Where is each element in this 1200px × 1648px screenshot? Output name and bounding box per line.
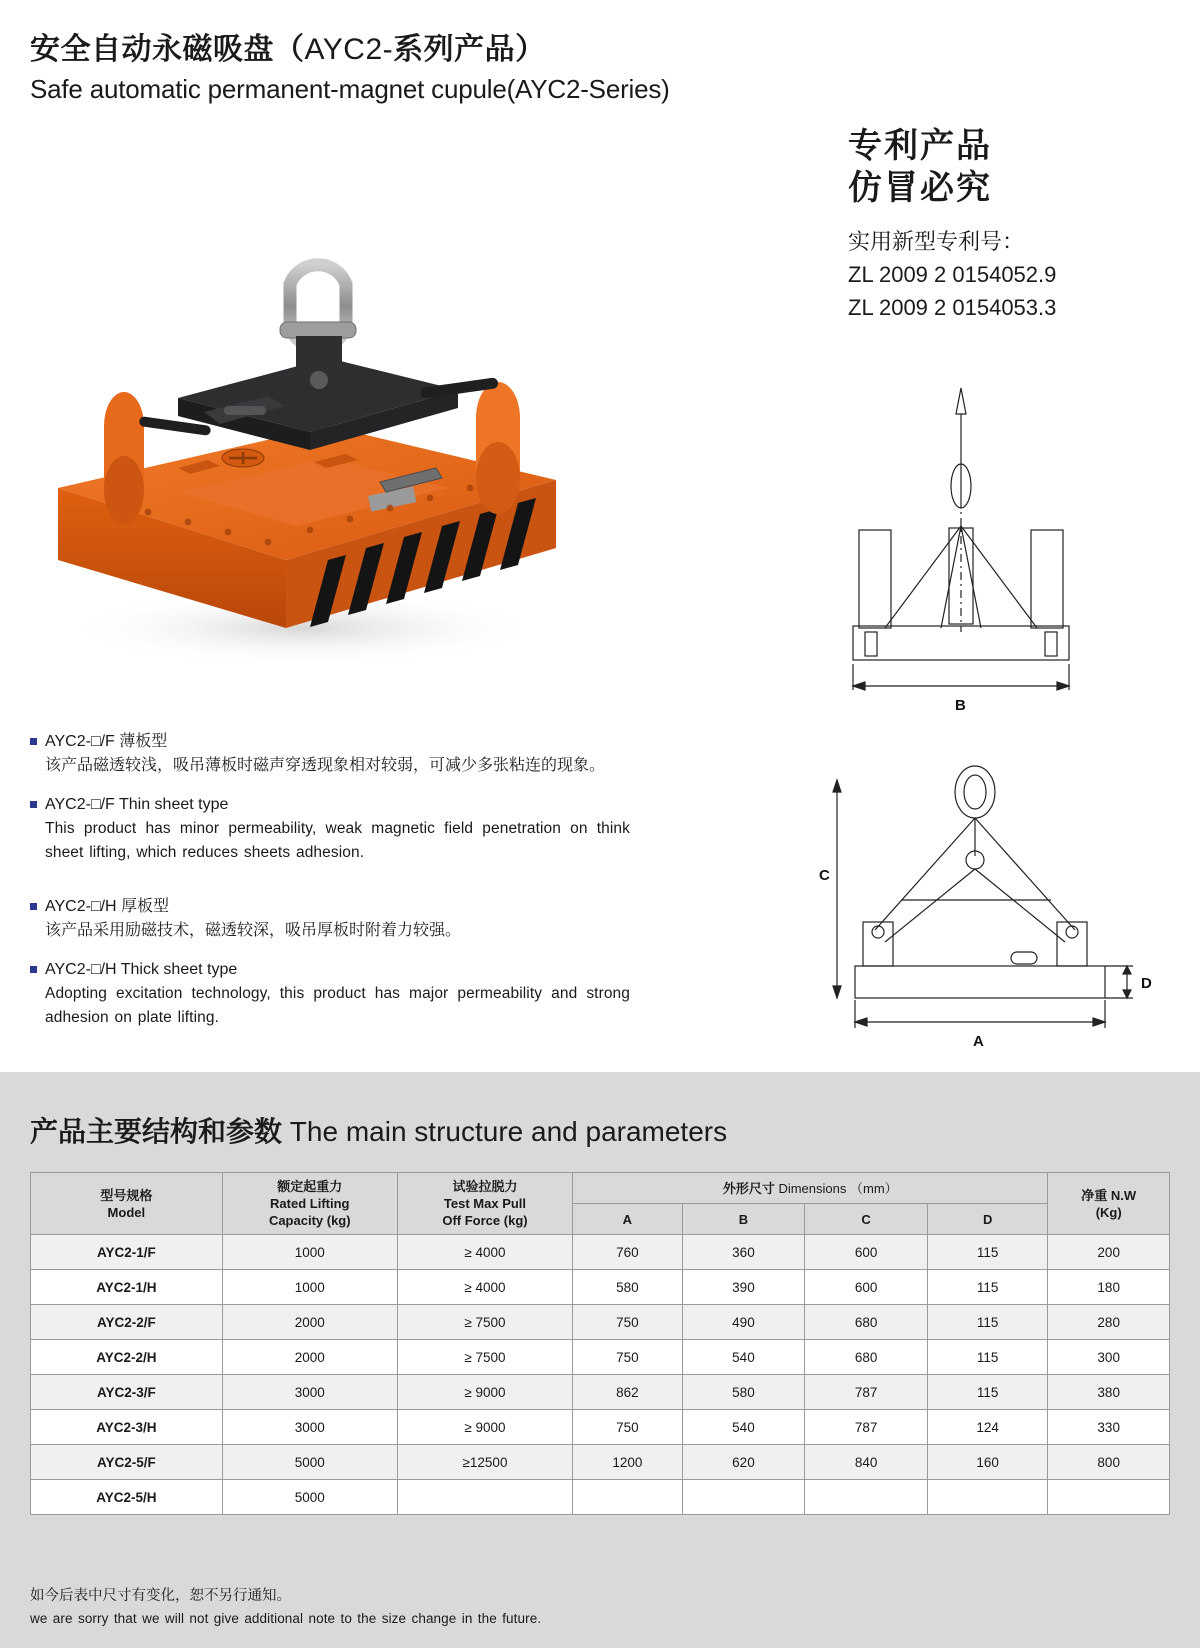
cell-nw: 800 bbox=[1048, 1445, 1170, 1480]
panel-title-en: The main structure and parameters bbox=[289, 1116, 728, 1147]
description-item-f-cn bbox=[30, 730, 630, 779]
technical-drawing-side-view bbox=[815, 760, 1180, 1060]
patent-number-2: ZL 2009 2 0154053.3 bbox=[848, 295, 1057, 321]
cell-pull: ≥ 9000 bbox=[397, 1410, 572, 1445]
cell-model: AYC2-2/F bbox=[31, 1305, 223, 1340]
header-rated-en2: Capacity (kg) bbox=[268, 1213, 351, 1229]
cell-rated: 5000 bbox=[222, 1480, 397, 1515]
header-rated-capacity bbox=[222, 1173, 397, 1235]
cell-a bbox=[573, 1480, 683, 1515]
header-dim-c: C bbox=[805, 1204, 928, 1235]
table-footnote bbox=[30, 1585, 1130, 1630]
header-dim-unit: （mm） bbox=[850, 1180, 898, 1196]
page-title-en: Safe automatic permanent-magnet cupule(AYC2-Series) bbox=[30, 74, 670, 104]
cell-nw: 280 bbox=[1048, 1305, 1170, 1340]
header-model-en: Model bbox=[107, 1204, 146, 1220]
magnet-lifter-illustration bbox=[28, 230, 588, 680]
description-item-f-en bbox=[30, 793, 630, 865]
cell-pull: ≥ 7500 bbox=[397, 1340, 572, 1375]
table-row bbox=[31, 1410, 1170, 1445]
cell-model: AYC2-3/H bbox=[31, 1410, 223, 1445]
dimension-label-b: B bbox=[955, 697, 966, 714]
footnote-cn: 如今后表中尺寸有变化，恕不另行通知。 bbox=[30, 1588, 291, 1604]
parameters-panel bbox=[0, 1072, 1200, 1648]
header-model-cn: 型号规格 bbox=[100, 1187, 153, 1203]
cell-pull: ≥ 7500 bbox=[397, 1305, 572, 1340]
cell-pull: ≥12500 bbox=[397, 1445, 572, 1480]
header-net-weight bbox=[1048, 1173, 1170, 1235]
cell-a: 580 bbox=[573, 1270, 683, 1305]
cell-d: 115 bbox=[927, 1340, 1047, 1375]
table-header-row-1 bbox=[31, 1173, 1170, 1204]
header-dim-b: B bbox=[682, 1204, 805, 1235]
table-row bbox=[31, 1270, 1170, 1305]
description-head: AYC2-□/H Thick sheet type bbox=[45, 960, 238, 978]
title-cn-prefix: 安全自动永磁吸盘（ bbox=[30, 33, 305, 66]
cell-a: 862 bbox=[573, 1375, 683, 1410]
bullet-square-icon bbox=[30, 801, 37, 808]
cell-model: AYC2-5/H bbox=[31, 1480, 223, 1515]
dimension-label-d: D bbox=[1141, 975, 1152, 992]
cell-rated: 5000 bbox=[222, 1445, 397, 1480]
header-rated-cn: 额定起重力 bbox=[277, 1179, 343, 1194]
description-head: AYC2-□/F 薄板型 bbox=[45, 733, 168, 750]
description-body: Adopting excitation technology, this product has major permeability and strong adhesion on plate lifting. bbox=[45, 984, 630, 1026]
cell-rated: 2000 bbox=[222, 1305, 397, 1340]
cell-model: AYC2-1/F bbox=[31, 1235, 223, 1270]
cell-c: 600 bbox=[805, 1270, 928, 1305]
header-pull-en: Test Max Pull bbox=[443, 1196, 527, 1212]
table-row bbox=[31, 1375, 1170, 1410]
cell-model: AYC2-3/F bbox=[31, 1375, 223, 1410]
patent-block bbox=[848, 125, 1108, 324]
cell-nw: 330 bbox=[1048, 1410, 1170, 1445]
spacer bbox=[30, 879, 630, 895]
cell-c: 840 bbox=[805, 1445, 928, 1480]
footnote-en: we are sorry that we will not give additional note to the size change in the future. bbox=[30, 1611, 542, 1627]
description-body: 该产品磁透较浅，吸吊薄板时磁声穿透现象相对较弱，可减少多张粘连的现象。 bbox=[45, 757, 606, 774]
patent-headline-2: 仿冒必究 bbox=[848, 169, 992, 208]
header-dim-cn: 外形尺寸 bbox=[722, 1180, 775, 1196]
header-dimensions bbox=[573, 1173, 1048, 1204]
cell-d bbox=[927, 1480, 1047, 1515]
table-row bbox=[31, 1340, 1170, 1375]
cell-a: 1200 bbox=[573, 1445, 683, 1480]
product-photo bbox=[28, 230, 588, 680]
cell-a: 750 bbox=[573, 1340, 683, 1375]
cell-rated: 2000 bbox=[222, 1340, 397, 1375]
cell-c: 600 bbox=[805, 1235, 928, 1270]
table-row bbox=[31, 1480, 1170, 1515]
cell-model: AYC2-1/H bbox=[31, 1270, 223, 1305]
cell-rated: 1000 bbox=[222, 1235, 397, 1270]
cell-c: 787 bbox=[805, 1410, 928, 1445]
header-nw-en: (Kg) bbox=[1095, 1204, 1122, 1220]
front-view-svg bbox=[845, 380, 1175, 740]
cell-b: 620 bbox=[682, 1445, 805, 1480]
cell-b: 580 bbox=[682, 1375, 805, 1410]
cell-rated: 1000 bbox=[222, 1270, 397, 1305]
cell-pull: ≥ 9000 bbox=[397, 1375, 572, 1410]
patent-headline-1: 专利产品 bbox=[848, 127, 992, 165]
cell-model: AYC2-5/F bbox=[31, 1445, 223, 1480]
cell-b: 390 bbox=[682, 1270, 805, 1305]
dimension-label-c: C bbox=[819, 867, 830, 884]
cell-b: 540 bbox=[682, 1410, 805, 1445]
bullet-square-icon bbox=[30, 966, 37, 973]
cell-rated: 3000 bbox=[222, 1410, 397, 1445]
technical-drawing-front-view bbox=[845, 380, 1175, 740]
bullet-square-icon bbox=[30, 903, 37, 910]
cell-nw: 200 bbox=[1048, 1235, 1170, 1270]
cell-c: 787 bbox=[805, 1375, 928, 1410]
header-dim-d: D bbox=[927, 1204, 1047, 1235]
description-item-h-cn bbox=[30, 895, 630, 944]
table-row bbox=[31, 1305, 1170, 1340]
panel-title-cn: 产品主要结构和参数 bbox=[30, 1116, 283, 1147]
header-nw-cn: 净重 N.W bbox=[1081, 1187, 1137, 1203]
header-pull-en2: Off Force (kg) bbox=[442, 1213, 528, 1229]
cell-b: 540 bbox=[682, 1340, 805, 1375]
table-row bbox=[31, 1445, 1170, 1480]
title-cn-model: AYC2- bbox=[304, 33, 394, 66]
title-cn-suffix: 系列产品） bbox=[393, 33, 546, 66]
cell-nw: 180 bbox=[1048, 1270, 1170, 1305]
cell-d: 115 bbox=[927, 1270, 1047, 1305]
cell-nw: 300 bbox=[1048, 1340, 1170, 1375]
cell-model: AYC2-2/H bbox=[31, 1340, 223, 1375]
panel-title bbox=[30, 1110, 727, 1150]
product-description-list bbox=[30, 730, 630, 1044]
cell-nw: 380 bbox=[1048, 1375, 1170, 1410]
cell-pull bbox=[397, 1480, 572, 1515]
cell-rated: 3000 bbox=[222, 1375, 397, 1410]
cell-c: 680 bbox=[805, 1340, 928, 1375]
cell-c: 680 bbox=[805, 1305, 928, 1340]
bullet-square-icon bbox=[30, 738, 37, 745]
description-body: This product has minor permeability, weak magnetic field penetration on think sheet lifting, which reduces sheets adhesion. bbox=[45, 819, 630, 861]
cell-nw bbox=[1048, 1480, 1170, 1515]
cell-b bbox=[682, 1480, 805, 1515]
cell-a: 760 bbox=[573, 1235, 683, 1270]
header-pull-off-force bbox=[397, 1173, 572, 1235]
cell-pull: ≥ 4000 bbox=[397, 1270, 572, 1305]
side-view-svg bbox=[815, 760, 1180, 1060]
cell-b: 490 bbox=[682, 1305, 805, 1340]
cell-d: 115 bbox=[927, 1305, 1047, 1340]
parameters-table bbox=[30, 1172, 1170, 1515]
patent-label: 实用新型专利号： bbox=[848, 229, 1025, 255]
description-item-h-en bbox=[30, 958, 630, 1030]
cell-b: 360 bbox=[682, 1235, 805, 1270]
cell-pull: ≥ 4000 bbox=[397, 1235, 572, 1270]
description-head: AYC2-□/H 厚板型 bbox=[45, 897, 170, 915]
description-head: AYC2-□/F Thin sheet type bbox=[45, 795, 229, 813]
cell-d: 115 bbox=[927, 1235, 1047, 1270]
header-dim-a: A bbox=[573, 1204, 683, 1235]
header-pull-cn: 试验拉脱力 bbox=[452, 1179, 518, 1194]
table-row bbox=[31, 1235, 1170, 1270]
dimension-label-a: A bbox=[973, 1033, 984, 1050]
header-model bbox=[31, 1173, 223, 1235]
header-dim-en: Dimensions bbox=[778, 1180, 847, 1196]
cell-c bbox=[805, 1480, 928, 1515]
page-title-cn bbox=[30, 24, 546, 68]
cell-d: 115 bbox=[927, 1375, 1047, 1410]
cell-a: 750 bbox=[573, 1410, 683, 1445]
header-rated-en: Rated Lifting bbox=[270, 1196, 350, 1212]
cell-d: 124 bbox=[927, 1410, 1047, 1445]
description-body: 该产品采用励磁技术，磁透较深，吸吊厚板时附着力较强。 bbox=[45, 921, 462, 939]
cell-a: 750 bbox=[573, 1305, 683, 1340]
patent-number-1: ZL 2009 2 0154052.9 bbox=[848, 262, 1057, 288]
cell-d: 160 bbox=[927, 1445, 1047, 1480]
